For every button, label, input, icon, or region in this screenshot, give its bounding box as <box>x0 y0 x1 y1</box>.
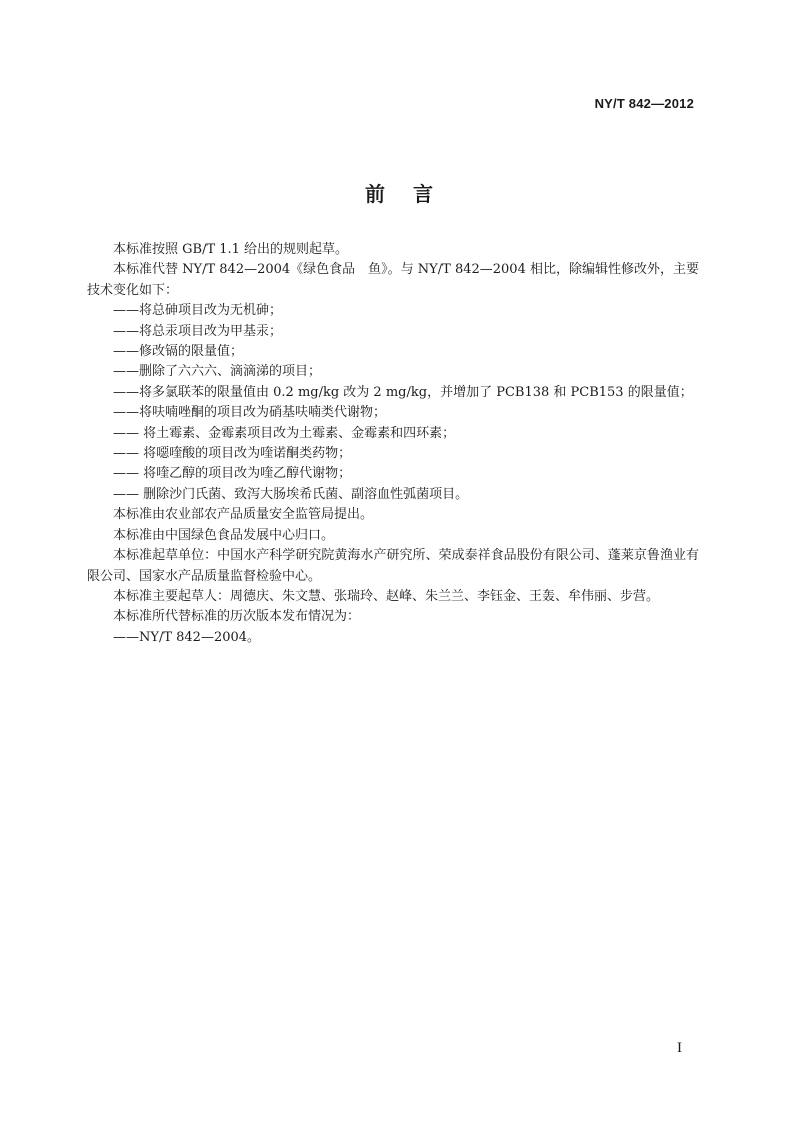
change-item: —— 将喹乙醇的项目改为喹乙醇代谢物； <box>113 466 352 482</box>
change-item: —— 删除沙门氏菌、致泻大肠埃希氏菌、副溶血性弧菌项目。 <box>113 486 469 502</box>
change-item: ——删除了六六六、滴滴涕的项目； <box>113 364 322 380</box>
change-item: ——将总汞项目改为甲基汞； <box>113 323 283 339</box>
paragraph: 本标准由中国绿色食品发展中心归口。 <box>113 527 335 543</box>
change-item: —— 将噁喹酸的项目改为喹诺酮类药物； <box>113 446 352 462</box>
previous-version-item: ——NY/T 842—2004。 <box>113 629 261 645</box>
change-item: ——将呋喃唑酮的项目改为硝基呋喃类代谢物； <box>113 405 387 421</box>
paragraph: 本标准主要起草人：周德庆、朱文慧、张瑞玲、赵峰、朱兰兰、李钰金、王轰、牟伟丽、步营。 <box>113 588 660 604</box>
paragraph: 本标准起草单位：中国水产科学研究院黄海水产研究所、荣成泰祥食品股份有限公司、蓬莱京鲁渔业有限公司、国家水产品质量监督检验中心。 <box>87 548 699 584</box>
paragraph: 本标准代替 NY/T 842—2004《绿色食品 鱼》。与 NY/T 842—2004 相比，除编辑性修改外，主要技术变化如下： <box>87 262 699 298</box>
paragraph: 本标准按照 GB/T 1.1 给出的规则起草。 <box>113 242 349 257</box>
change-item: ——修改镉的限量值； <box>113 344 244 360</box>
page-title: 前言 <box>365 182 461 206</box>
page-number: I <box>677 1040 682 1056</box>
change-item: ——将多氯联苯的限量值由 0.2 mg/kg 改为 2 mg/kg，并增加了 PCB138 和 PCB153 的限量值； <box>113 384 693 400</box>
document-body <box>87 240 699 648</box>
paragraph: 本标准所代替标准的历次版本发布情况为： <box>113 609 361 625</box>
standard-code: NY/T 842—2012 <box>594 96 694 111</box>
change-item: —— 将土霉素、金霉素项目改为土霉素、金霉素和四环素； <box>113 425 456 441</box>
paragraph: 本标准由农业部农产品质量安全监管局提出。 <box>113 507 374 523</box>
change-item: ——将总砷项目改为无机砷； <box>113 303 283 319</box>
